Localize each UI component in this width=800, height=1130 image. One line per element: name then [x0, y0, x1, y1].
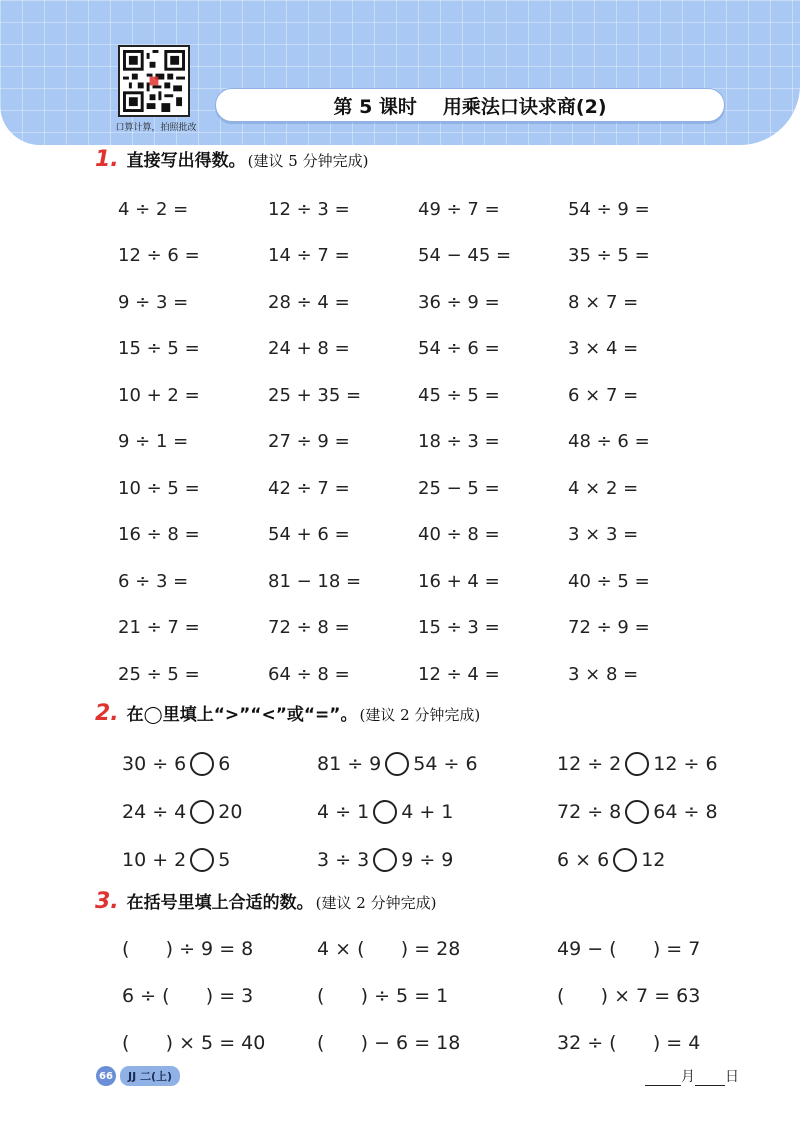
comparison — [122, 800, 317, 824]
qr-code-graphic — [123, 50, 185, 112]
section-1-problems — [118, 186, 718, 698]
comparison-left: 30 ÷ 6 — [122, 753, 187, 775]
grade-tag: JJ 二(上) — [120, 1066, 180, 1086]
problem: 28 ÷ 4 = — [268, 291, 350, 313]
problem: 10 ÷ 5 = — [118, 477, 200, 499]
problem: 6 ÷ 3 = — [118, 570, 189, 592]
problem-row — [118, 605, 718, 652]
fill-blank-problem[interactable]: ( ) − 6 = 18 — [317, 1031, 461, 1054]
problem-row — [118, 372, 718, 419]
section-1-note: (建议 5 分钟完成) — [247, 152, 369, 170]
answer-circle[interactable] — [625, 752, 649, 776]
comparison-right: 12 — [641, 849, 666, 871]
problem: 24 + 8 = — [268, 338, 350, 360]
section-3-fill-blanks — [122, 925, 742, 1066]
month-label: 月 — [681, 1069, 695, 1085]
day-label: 日 — [725, 1069, 739, 1085]
answer-circle[interactable] — [373, 800, 397, 824]
problem: 25 + 35 = — [268, 384, 362, 406]
comparison-right: 64 ÷ 8 — [653, 801, 718, 823]
problem: 12 ÷ 4 = — [418, 663, 500, 685]
problem: 54 + 6 = — [268, 524, 350, 546]
problem: 12 ÷ 3 = — [268, 198, 350, 220]
problem: 25 ÷ 5 = — [118, 663, 200, 685]
comparison — [557, 848, 742, 872]
fill-blank-problem[interactable]: ( ) ÷ 9 = 8 — [122, 937, 254, 960]
problem: 16 + 4 = — [418, 570, 500, 592]
fill-blank-problem[interactable]: 4 × ( ) = 28 — [317, 937, 461, 960]
problem-row — [118, 186, 718, 233]
section-2-note: (建议 2 分钟完成) — [359, 706, 481, 724]
problem-row — [118, 651, 718, 698]
answer-circle[interactable] — [190, 848, 214, 872]
answer-circle[interactable] — [385, 752, 409, 776]
problem-row — [118, 233, 718, 280]
section-3-heading — [95, 888, 436, 914]
problem: 15 ÷ 5 = — [118, 338, 200, 360]
problem: 3 × 8 = — [568, 663, 639, 685]
section-3-note: (建议 2 分钟完成) — [315, 894, 437, 912]
problem: 4 × 2 = — [568, 477, 639, 499]
section-2-title: 在◯里填上“>”“<”或“=”。 — [126, 705, 358, 725]
fill-blank-problem[interactable]: 6 ÷ ( ) = 3 — [122, 984, 254, 1007]
comparison-right: 5 — [218, 849, 231, 871]
answer-circle[interactable] — [373, 848, 397, 872]
answer-circle[interactable] — [625, 800, 649, 824]
answer-circle[interactable] — [613, 848, 637, 872]
comparison — [122, 752, 317, 776]
comparison-row — [122, 788, 742, 836]
comparison-right: 9 ÷ 9 — [401, 849, 454, 871]
fill-blank-problem[interactable]: ( ) × 7 = 63 — [557, 984, 701, 1007]
problem-row — [118, 326, 718, 373]
section-2-heading — [95, 700, 480, 726]
qr-code-icon[interactable] — [118, 45, 190, 117]
comparison-left: 24 ÷ 4 — [122, 801, 187, 823]
month-blank[interactable] — [645, 1070, 681, 1086]
problem: 21 ÷ 7 = — [118, 617, 200, 639]
problem: 81 − 18 = — [268, 570, 362, 592]
problem-row — [118, 465, 718, 512]
fill-blank-problem[interactable]: 49 − ( ) = 7 — [557, 937, 701, 960]
comparison-left: 3 ÷ 3 — [317, 849, 370, 871]
problem: 6 × 7 = — [568, 384, 639, 406]
page-footer-left — [96, 1066, 180, 1086]
problem-row — [118, 419, 718, 466]
fill-blank-row — [122, 972, 742, 1019]
problem: 10 + 2 = — [118, 384, 200, 406]
problem: 35 ÷ 5 = — [568, 245, 650, 267]
answer-circle[interactable] — [190, 752, 214, 776]
comparison-right: 6 — [218, 753, 231, 775]
problem-row — [118, 512, 718, 559]
problem: 8 × 7 = — [568, 291, 639, 313]
problem: 48 ÷ 6 = — [568, 431, 650, 453]
comparison — [557, 752, 742, 776]
section-2-comparisons — [122, 740, 742, 884]
problem: 14 ÷ 7 = — [268, 245, 350, 267]
section-1-title: 直接写出得数。 — [126, 151, 246, 171]
comparison — [557, 800, 742, 824]
comparison — [122, 848, 317, 872]
comparison-left: 12 ÷ 2 — [557, 753, 622, 775]
comparison-left: 10 + 2 — [122, 849, 187, 871]
problem: 49 ÷ 7 = — [418, 198, 500, 220]
problem: 64 ÷ 8 = — [268, 663, 350, 685]
section-3-number: 3. — [95, 889, 119, 914]
problem: 54 − 45 = — [418, 245, 512, 267]
section-2-number: 2. — [95, 701, 119, 726]
problem: 9 ÷ 1 = — [118, 431, 189, 453]
date-field — [645, 1066, 739, 1086]
fill-blank-problem[interactable]: 32 ÷ ( ) = 4 — [557, 1031, 701, 1054]
problem: 40 ÷ 8 = — [418, 524, 500, 546]
qr-caption: 口算计算，拍照批改 — [115, 123, 197, 133]
day-blank[interactable] — [695, 1070, 725, 1086]
problem: 36 ÷ 9 = — [418, 291, 500, 313]
comparison-left: 6 × 6 — [557, 849, 610, 871]
fill-blank-problem[interactable]: ( ) ÷ 5 = 1 — [317, 984, 449, 1007]
problem: 25 − 5 = — [418, 477, 500, 499]
problem: 9 ÷ 3 = — [118, 291, 189, 313]
comparison-row — [122, 836, 742, 884]
problem: 54 ÷ 9 = — [568, 198, 650, 220]
problem: 16 ÷ 8 = — [118, 524, 200, 546]
problem: 3 × 3 = — [568, 524, 639, 546]
comparison-right: 20 — [218, 801, 243, 823]
section-1-heading — [95, 146, 368, 172]
comparison-right: 54 ÷ 6 — [413, 753, 478, 775]
problem: 45 ÷ 5 = — [418, 384, 500, 406]
lesson-title: 用乘法口诀求商(2) — [442, 95, 607, 118]
problem: 12 ÷ 6 = — [118, 245, 200, 267]
comparison-right: 12 ÷ 6 — [653, 753, 718, 775]
problem: 40 ÷ 5 = — [568, 570, 650, 592]
problem-row — [118, 558, 718, 605]
lesson-title-bar — [215, 88, 725, 122]
problem: 54 ÷ 6 = — [418, 338, 500, 360]
problem: 42 ÷ 7 = — [268, 477, 350, 499]
comparison — [317, 800, 557, 824]
comparison — [317, 752, 557, 776]
fill-blank-row — [122, 925, 742, 972]
comparison-left: 4 ÷ 1 — [317, 801, 370, 823]
comparison — [317, 848, 557, 872]
comparison-left: 81 ÷ 9 — [317, 753, 382, 775]
problem: 72 ÷ 9 = — [568, 617, 650, 639]
answer-circle[interactable] — [190, 800, 214, 824]
problem: 27 ÷ 9 = — [268, 431, 350, 453]
lesson-number: 第 5 课时 — [333, 95, 417, 118]
comparison-left: 72 ÷ 8 — [557, 801, 622, 823]
fill-blank-problem[interactable]: ( ) × 5 = 40 — [122, 1031, 266, 1054]
problem: 4 ÷ 2 = — [118, 198, 189, 220]
section-3-title: 在括号里填上合适的数。 — [126, 893, 314, 913]
comparison-row — [122, 740, 742, 788]
fill-blank-row — [122, 1019, 742, 1066]
comparison-right: 4 + 1 — [401, 801, 454, 823]
problem: 18 ÷ 3 = — [418, 431, 500, 453]
section-1-number: 1. — [95, 147, 119, 172]
page-number: 66 — [96, 1066, 116, 1086]
problem: 72 ÷ 8 = — [268, 617, 350, 639]
problem: 3 × 4 = — [568, 338, 639, 360]
problem: 15 ÷ 3 = — [418, 617, 500, 639]
problem-row — [118, 279, 718, 326]
